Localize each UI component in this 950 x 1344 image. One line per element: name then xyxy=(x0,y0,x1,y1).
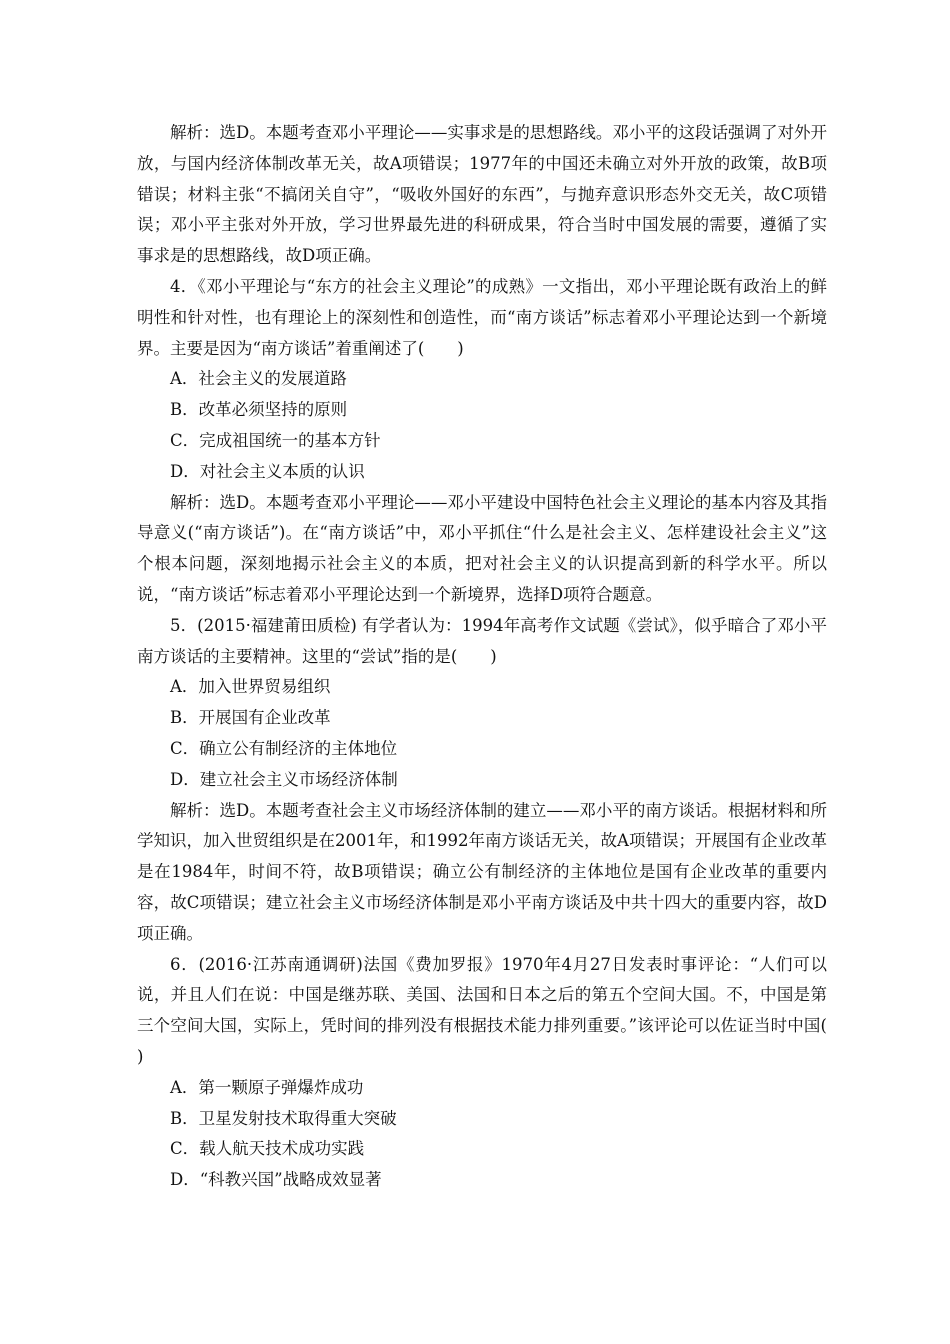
question-5-option-d: D．建立社会主义市场经济体制 xyxy=(170,769,398,789)
question-5-option-b: B．开展国有企业改革 xyxy=(170,708,331,728)
question-6-stem: 6．(2016·江苏南通调研)法国《费加罗报》1970年4月27日发表时事评论：“人们可以说，并且人们在说：中国是继苏联、美国、法国和日本之后的第五个空间大国。不，中国是第三个空间大国，实际上，凭时间的排列没有根据技术能力排列重要。”该评论可以佐证当时中国( ) xyxy=(137,954,860,1066)
question-5-option-a: A．加入世界贸易组织 xyxy=(170,677,331,697)
document-body xyxy=(137,118,860,1196)
question-6-option-b: B．卫星发射技术取得重大突破 xyxy=(170,1108,397,1128)
question-4-option-a: A．社会主义的发展道路 xyxy=(170,369,347,389)
question-4-analysis: 解析：选D。本题考查邓小平理论——邓小平建设中国特色社会主义理论的基本内容及其指导意义(“南方谈话”)。在“南方谈话”中，邓小平抓住“什么是社会主义、怎样建设社会主义”这个根本问题，深刻地揭示社会主义的本质，把对社会主义的认识提高到新的科学水平。所以说，“南方谈话”标志着邓小平理论达到一个新境界，选择D项符合题意。 xyxy=(137,492,827,604)
question-4-option-b: B．改革必须坚持的原则 xyxy=(170,400,348,420)
question-4-option-c: C．完成祖国统一的基本方针 xyxy=(170,430,381,450)
question-4-option-d: D．对社会主义本质的认识 xyxy=(170,461,365,481)
question-5-stem: 5．(2015·福建莆田质检) 有学者认为：1994年高考作文试题《尝试》，似乎暗合了邓小平南方谈话的主要精神。这里的“尝试”指的是( ) xyxy=(137,615,827,666)
question-3-analysis: 解析：选D。本题考查邓小平理论——实事求是的思想路线。邓小平的这段话强调了对外开放，与国内经济体制改革无关，故A项错误；1977年的中国还未确立对外开放的政策，故B项错误；材料主张“不搞闭关自守”，“吸收外国好的东西”，与抛弃意识形态外交无关，故C项错误；邓小平主张对外开放，学习世界最先进的科研成果，符合当时中国发展的需要，遵循了实事求是的思想路线，故D项正确。 xyxy=(137,123,827,266)
question-6-option-c: C．载人航天技术成功实践 xyxy=(170,1139,365,1159)
question-6-option-a: A．第一颗原子弹爆炸成功 xyxy=(170,1077,364,1097)
question-5-analysis: 解析：选D。本题考查社会主义市场经济体制的建立——邓小平的南方谈话。根据材料和所学知识，加入世贸组织是在2001年，和1992年南方谈话无关，故A项错误；开展国有企业改革是在1984年，时间不符，故B项错误；确立公有制经济的主体地位是国有企业改革的重要内容，故C项错误；建立社会主义市场经济体制是邓小平南方谈话及中共十四大的重要内容，故D项正确。 xyxy=(137,800,827,943)
question-6-option-d: D．“科教兴国”战略成效显著 xyxy=(170,1170,382,1190)
question-5-option-c: C．确立公有制经济的主体地位 xyxy=(170,738,398,758)
question-4-stem: 4．《邓小平理论与“东方的社会主义理论”的成熟》一文指出，邓小平理论既有政治上的鲜明性和针对性，也有理论上的深刻性和创造性，而“南方谈话”标志着邓小平理论达到一个新境界。主要是因为“南方谈话”着重阐述了( ) xyxy=(137,276,827,358)
